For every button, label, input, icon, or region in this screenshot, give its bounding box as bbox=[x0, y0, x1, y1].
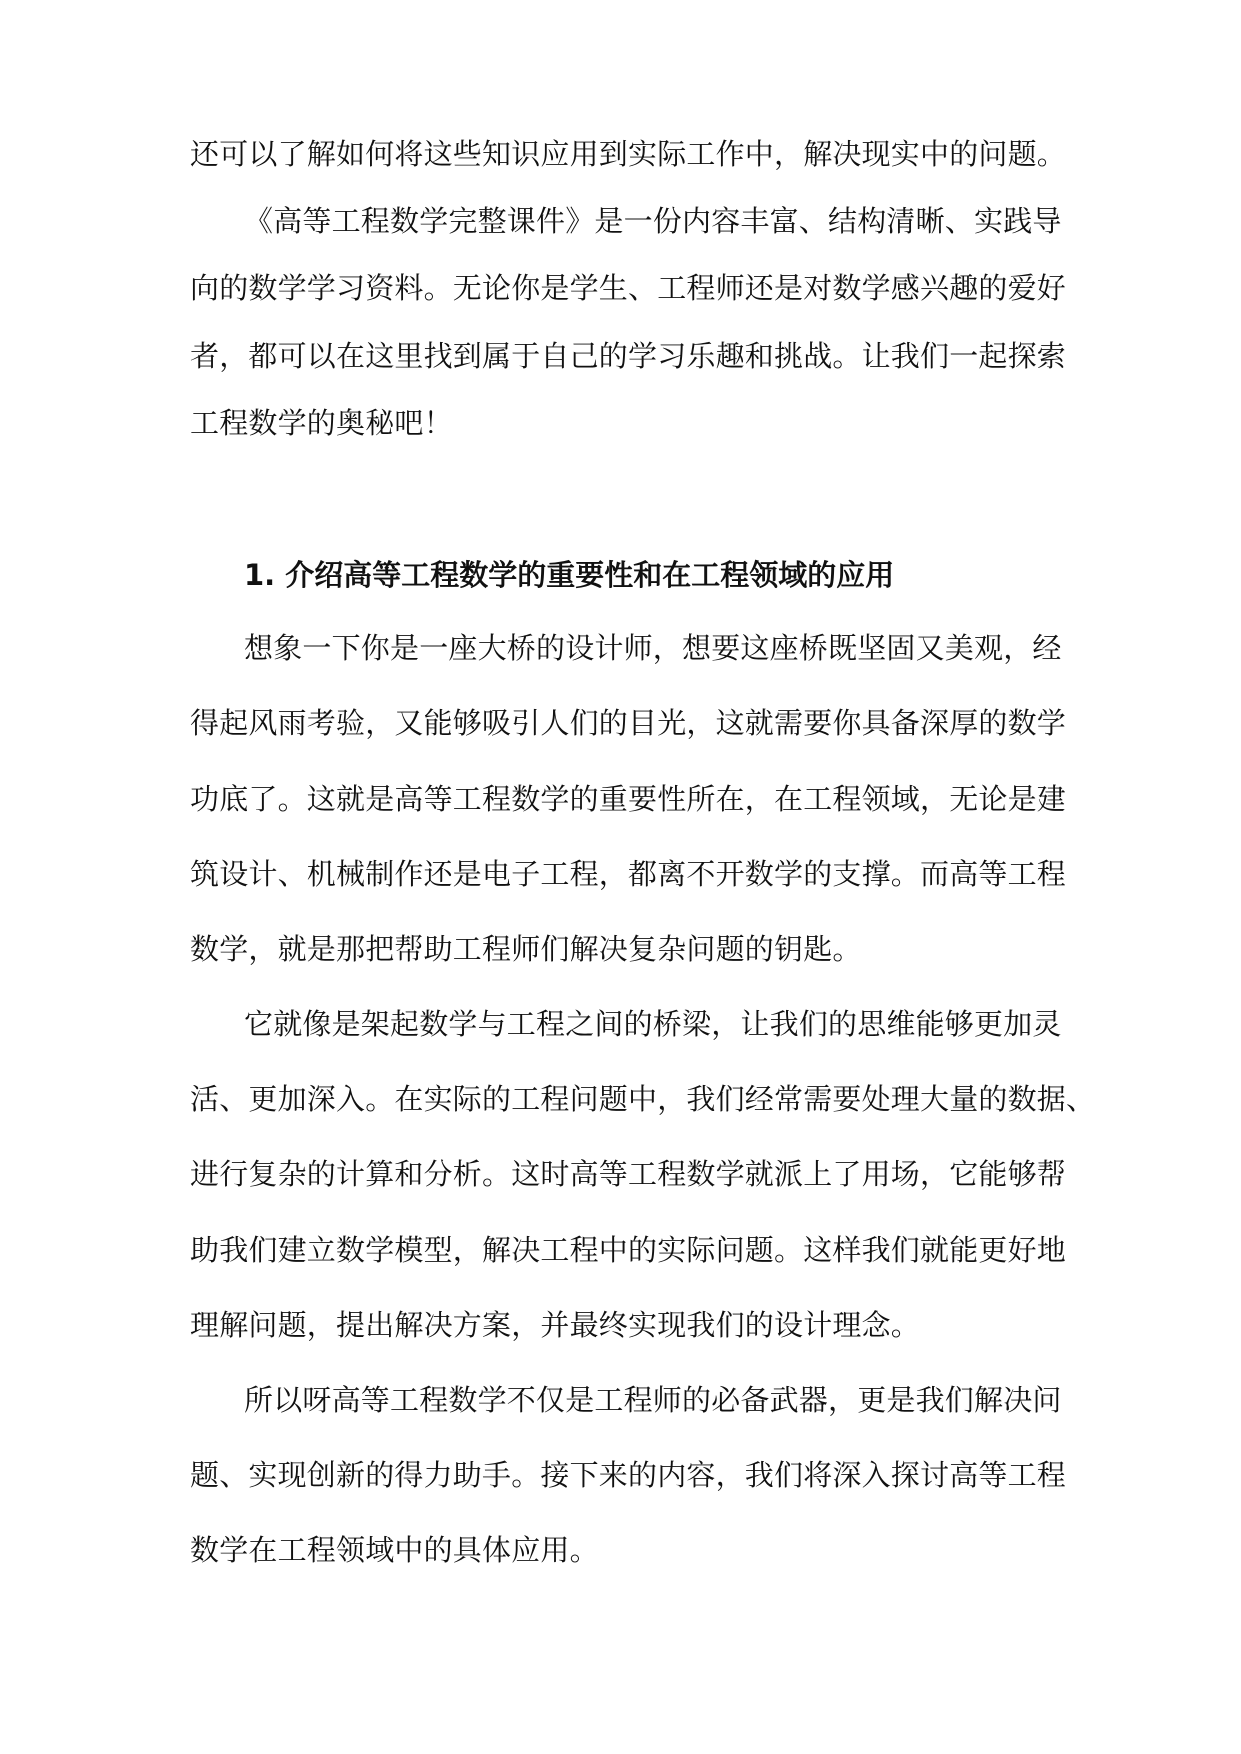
paragraph-line: 它就像是架起数学与工程之间的桥梁，让我们的思维能够更加灵 bbox=[244, 1007, 1062, 1041]
paragraph-line: 想象一下你是一座大桥的设计师，想要这座桥既坚固又美观，经 bbox=[244, 631, 1062, 665]
paragraph-line: 得起风雨考验，又能够吸引人们的目光，这就需要你具备深厚的数学 bbox=[190, 706, 1067, 740]
paragraph-line: 数学，就是那把帮助工程师们解决复杂问题的钥匙。 bbox=[190, 932, 862, 966]
paragraph-line: 所以呀高等工程数学不仅是工程师的必备武器，更是我们解决问 bbox=[244, 1383, 1062, 1417]
paragraph-line: 筑设计、机械制作还是电子工程，都离不开数学的支撑。而高等工程 bbox=[190, 857, 1067, 891]
paragraph-line: 题、实现创新的得力助手。接下来的内容，我们将深入探讨高等工程 bbox=[190, 1458, 1067, 1492]
paragraph-line: 活、更加深入。在实际的工程问题中，我们经常需要处理大量的数据、 bbox=[190, 1082, 1096, 1116]
paragraph-line: 《高等工程数学完整课件》是一份内容丰富、结构清晰、实践导 bbox=[244, 204, 1062, 238]
paragraph-line: 向的数学学习资料。无论你是学生、工程师还是对数学感兴趣的爱好 bbox=[190, 271, 1067, 305]
paragraph-line: 进行复杂的计算和分析。这时高等工程数学就派上了用场，它能够帮 bbox=[190, 1157, 1067, 1191]
paragraph-line: 工程数学的奥秘吧！ bbox=[190, 406, 453, 440]
paragraph-line: 还可以了解如何将这些知识应用到实际工作中，解决现实中的问题。 bbox=[190, 137, 1067, 171]
paragraph-line: 者，都可以在这里找到属于自己的学习乐趣和挑战。让我们一起探索 bbox=[190, 339, 1067, 373]
paragraph-line: 理解问题，提出解决方案，并最终实现我们的设计理念。 bbox=[190, 1308, 921, 1342]
paragraph-line: 助我们建立数学模型，解决工程中的实际问题。这样我们就能更好地 bbox=[190, 1233, 1067, 1267]
section-heading: 1. 介绍高等工程数学的重要性和在工程领域的应用 bbox=[244, 558, 895, 592]
paragraph-line: 数学在工程领域中的具体应用。 bbox=[190, 1533, 599, 1567]
paragraph-line: 功底了。这就是高等工程数学的重要性所在，在工程领域，无论是建 bbox=[190, 782, 1067, 816]
